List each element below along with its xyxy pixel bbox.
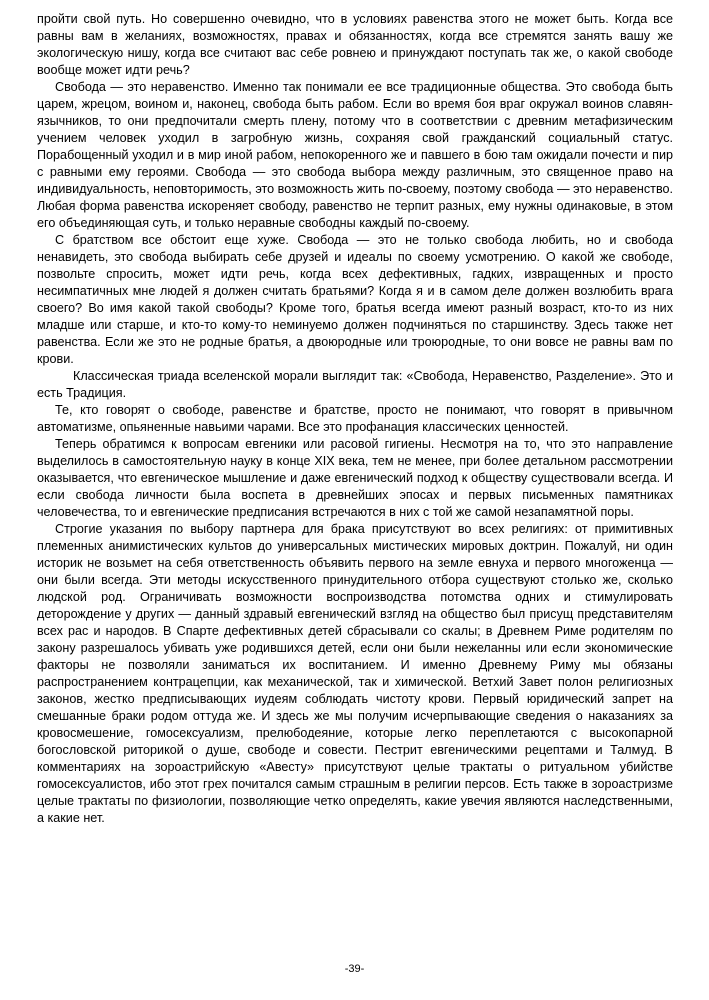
paragraph-6: Теперь обратимся к вопросам евгеники или расовой гигиены. Несмотря на то, что это направление выделилось в самостоятельную науку в конце XIX века, тем не менее, при более детальном рассмотрении оказывается, что евгеническое мышление и даже евгенический подход к обществу существовали всегда. И если свобода личности была воспета в древнейших эпосах и первых письменных памятниках человечества, то и евгенические предписания встречаются в них с той же самой незапамятной поры. [37,437,673,519]
paragraph-5: Те, кто говорят о свободе, равенстве и братстве, просто не понимают, что говорят в привычном автоматизме, опьяненные навьими чарами. Все это профанация классических ценностей. [37,403,673,434]
paragraph-7: Строгие указания по выбору партнера для брака присутствуют во всех религиях: от примитивных племенных анимистических культов до универсальных мистических мировых доктрин. Пожалуй, ни один историк не возьмет на себя ответственность объявить первого на земле евнуха и первого многоженца — они были всегда. Эти методы искусственного принудительного отбора существуют столько же, сколько людской род. Ограничивать возможности воспроизводства потомства одних и стимулировать деторождение у других — данный здравый евгенический взгляд на общество был присущ представителям всех рас и народов. В Спарте дефективных детей сбрасывали со скалы; в Древнем Риме родителям по закону разрешалось убивать уже родившихся детей, если они были нежеланны или если экономические факторы не позволяли заниматься их воспитанием. И именно Древнему Риму мы обязаны распространением контрацепции, как механической, так и химической. Ветхий Завет полон религиозных законов, жестко предписывающих иудеям соблюдать чистоту крови. Первый юридический запрет на смешанные браки родом оттуда же. И здесь же мы получим исчерпывающие сведения о наказаниях за кровосмешение, гомосексуализм, прелюбодеяние, которые легко переплетаются с высокопарной богословской риторикой о душе, свободе и совести. Пестрит евгеническими рецептами и Талмуд. В комментариях на зороастрийскую «Авесту» присутствуют целые трактаты о ритуальном убийстве гомосексуалистов, ибо этот грех почитался самым страшным в религии персов. Есть также в зороастризме целые трактаты по физиологии, позволяющие четко определять, какие увечия являются наследственными, а какие нет. [37,522,673,825]
paragraph-2: Свобода — это неравенство. Именно так понимали ее все традиционные общества. Это свобода быть царем, жрецом, воином и, наконец, свобода быть рабом. Если во время боя враг окружал воинов славян-язычников, то они предпочитали смерть плену, потому что в соответствии с древним метафизическим учением человек уходил в загробную жизнь, сохраняя свой гражданский социальный статус. Порабощенный уходил и в мир иной рабом, непокоренного же и павшего в бою там ожидали почести и пир с равными ему героями. Свобода — это свобода выбора между различным, это священное право на индивидуальность, неповторимость, это возможность жить по-своему, поэтому свобода — это неравенство. Любая форма равенства искореняет свободу, равенство не терпит разных, ему нужны одинаковые, в этом его объединяющая суть, и только неравные свободны каждый по-своему. [37,80,673,230]
body-text-column [37,11,673,827]
paragraph-1: пройти свой путь. Но совершенно очевидно, что в условиях равенства этого не может быть. Когда все равны вам в желаниях, возможностях, правах и обязанностях, когда все стремятся занять вашу же экологическую нишу, когда все считают вас себе ровнею и принуждают поступать так же, о какой свободе вообще может идти речь? [37,12,673,77]
page-number: -39- [344,963,365,975]
paragraph-3: С братством все обстоит еще хуже. Свобода — это не только свобода любить, но и свобода ненавидеть, это свобода выбирать себе друзей и идеалы по своему усмотрению. О какой же свободе, позвольте спросить, может идти речь, когда всех дефективных, гадких, извращенных и просто несимпатичных мне людей я должен считать братьями? Когда я и в самом деле должен возлюбить врага своего? Во имя какой такой свободы? Кроме того, братья всегда имеют разный возраст, кто-то из них младше или старше, и кто-то кому-то неминуемо должен подчиняться по старшинству. Здесь также нет равенства. Если же это не родные братья, а двоюродные или троюродные, то они вовсе не равны вам по крови. [37,233,673,366]
paragraph-4: Классическая триада вселенской морали выглядит так: «Свобода, Неравенство, Разделение». Это и есть Традиция. [37,369,673,400]
